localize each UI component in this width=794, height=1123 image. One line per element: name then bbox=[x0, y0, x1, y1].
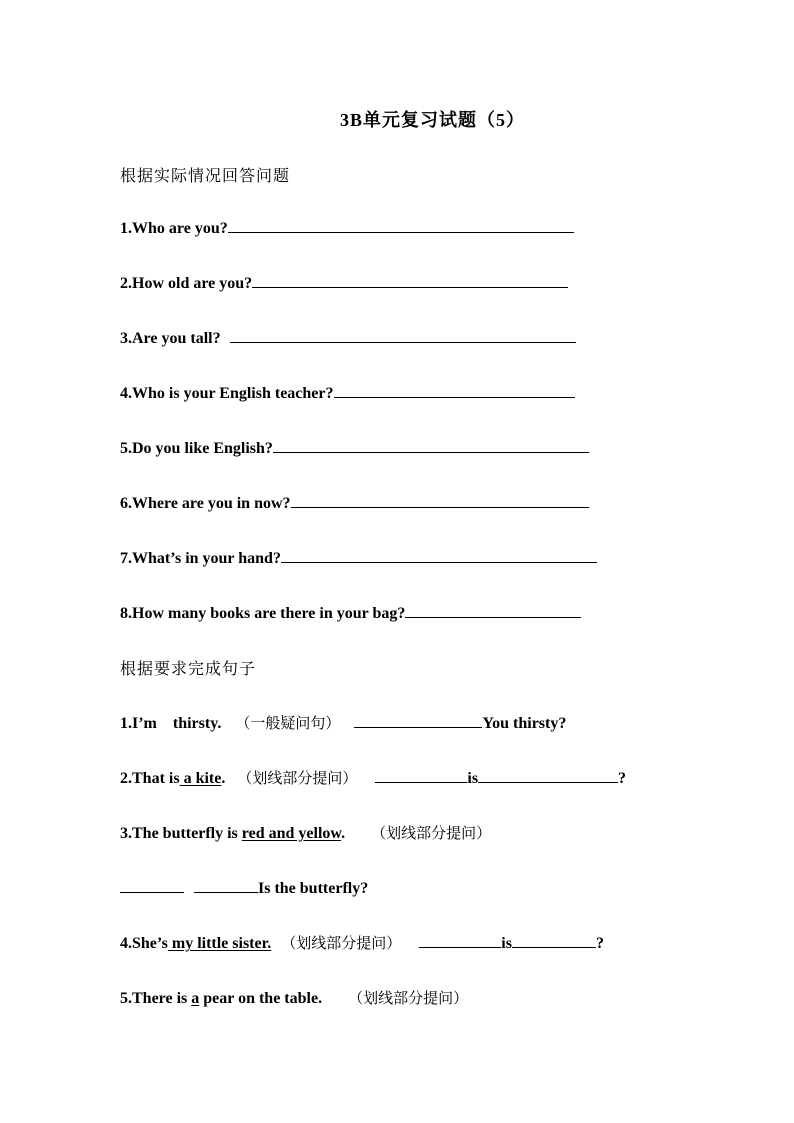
question-text: 3.Are you tall? bbox=[120, 330, 221, 347]
question-text: 6.Where are you in now? bbox=[120, 495, 291, 512]
answer-blank[interactable] bbox=[291, 493, 589, 508]
underlined-part: red and yellow bbox=[241, 825, 342, 842]
sentence-3 bbox=[120, 823, 491, 844]
underlined-part: my little sister. bbox=[167, 935, 272, 952]
sentence-punct: . bbox=[341, 825, 346, 842]
answer-blank[interactable] bbox=[478, 768, 618, 783]
sentence-rest: pear on the table. bbox=[199, 990, 323, 1007]
sentence-text: 2.That is bbox=[120, 770, 180, 787]
question-text: 5.Do you like English? bbox=[120, 440, 273, 457]
underlined-part: a bbox=[191, 990, 200, 1007]
answer-blank[interactable] bbox=[230, 328, 576, 343]
sentence-text: 1.I’m thirsty. bbox=[120, 715, 222, 732]
question-8 bbox=[120, 603, 581, 624]
question-text: 8.How many books are there in your bag? bbox=[120, 605, 406, 622]
sentence-text: 4.She’s bbox=[120, 935, 168, 952]
sentence-mid: is bbox=[467, 770, 479, 787]
sentence-5 bbox=[120, 988, 468, 1009]
page-title: 3B单元复习试题（5） bbox=[340, 110, 526, 130]
question-4 bbox=[120, 383, 575, 404]
sentence-4 bbox=[120, 933, 604, 954]
hint-text: （划线部分提问） bbox=[348, 989, 469, 1007]
sentence-text: 5.There is bbox=[120, 990, 192, 1007]
sentence-suffix: You thirsty? bbox=[482, 715, 567, 732]
sentence-end: ? bbox=[618, 770, 627, 787]
question-5 bbox=[120, 438, 589, 459]
sentence-punct: . bbox=[221, 770, 226, 787]
sentence-end: ? bbox=[595, 935, 604, 952]
underlined-part: a kite bbox=[179, 770, 222, 787]
answer-blank[interactable] bbox=[419, 933, 501, 948]
answer-blank[interactable] bbox=[252, 273, 568, 288]
question-3 bbox=[120, 328, 576, 349]
sentence-2 bbox=[120, 768, 626, 789]
answer-blank[interactable] bbox=[334, 383, 575, 398]
question-text: 2.How old are you? bbox=[120, 275, 253, 292]
sentence-text: 3.The butterfly is bbox=[120, 825, 242, 842]
answer-blank[interactable] bbox=[354, 713, 482, 728]
answer-blank[interactable] bbox=[375, 768, 467, 783]
answer-blank[interactable] bbox=[512, 933, 596, 948]
hint-text: （一般疑问句） bbox=[235, 714, 341, 732]
question-1 bbox=[120, 218, 574, 239]
question-text: 7.What’s in your hand? bbox=[120, 550, 281, 567]
sentence-1 bbox=[120, 713, 566, 734]
section-heading-answer: 根据实际情况回答问题 bbox=[120, 166, 291, 185]
hint-text: （划线部分提问） bbox=[371, 824, 492, 842]
answer-blank[interactable] bbox=[273, 438, 589, 453]
answer-blank[interactable] bbox=[405, 603, 581, 618]
sentence-suffix: Is the butterfly? bbox=[258, 880, 369, 897]
question-2 bbox=[120, 273, 568, 294]
sentence-mid: is bbox=[501, 935, 512, 952]
question-6 bbox=[120, 493, 589, 514]
question-text: 1.Who are you? bbox=[120, 220, 228, 237]
section-heading-complete: 根据要求完成句子 bbox=[120, 659, 257, 678]
answer-blank[interactable] bbox=[194, 878, 258, 893]
answer-blank[interactable] bbox=[120, 878, 184, 893]
hint-text: （划线部分提问） bbox=[237, 769, 358, 787]
answer-blank[interactable] bbox=[281, 548, 597, 563]
answer-blank[interactable] bbox=[228, 218, 574, 233]
question-text: 4.Who is your English teacher? bbox=[120, 385, 334, 402]
sentence-3-answer bbox=[120, 878, 368, 899]
hint-text: （划线部分提问） bbox=[281, 934, 402, 952]
question-7 bbox=[120, 548, 597, 569]
